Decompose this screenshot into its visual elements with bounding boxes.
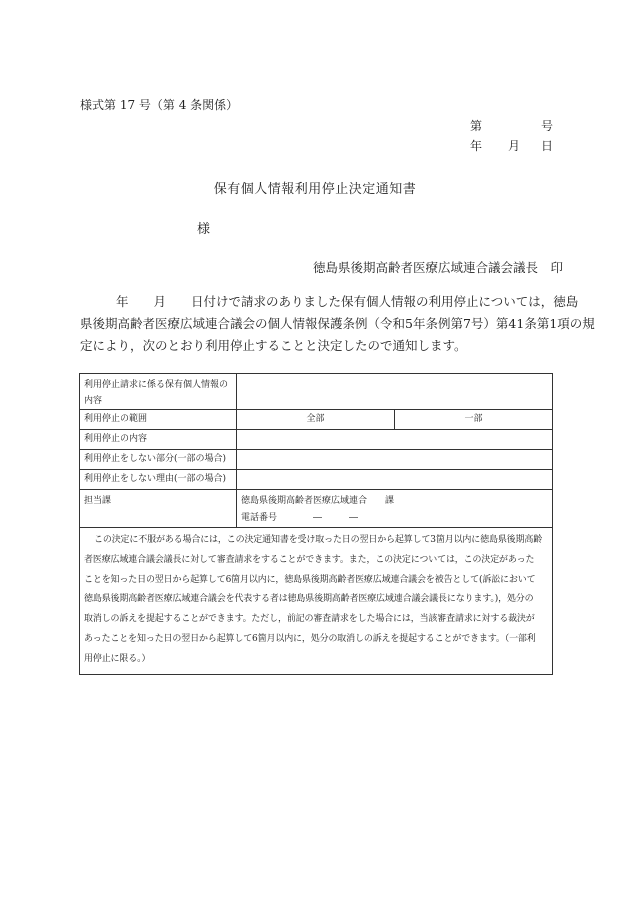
appeal-notice bbox=[80, 528, 553, 675]
doc-number-prefix: 第 bbox=[470, 119, 483, 133]
not-reason-label: 利用停止をしない理由(一部の場合) bbox=[80, 470, 237, 490]
body-line-2: 県後期高齢者医療広域連合議会の個人情報保護条例（令和5年条例第7号）第41条第1項の規 bbox=[80, 316, 595, 331]
scope-label: 利用停止の範囲 bbox=[80, 410, 237, 430]
date-month: 月 bbox=[508, 139, 521, 153]
row-content bbox=[80, 430, 553, 450]
scope-all: 全部 bbox=[237, 410, 395, 430]
not-part-value bbox=[237, 450, 553, 470]
scope-partial: 一部 bbox=[395, 410, 553, 430]
row-request-info bbox=[80, 374, 553, 410]
row-not-part bbox=[80, 450, 553, 470]
request-info-label bbox=[80, 374, 237, 410]
notice-line-6: あったことを知った日の翌日から起算して6箇月以内に，処分の取消しの訴えを提起することができます。（一部利 bbox=[84, 633, 536, 644]
notice-line-2: 者医療広域連合議会議長に対して審査請求をすることができます。また，この決定については，この決定があった bbox=[84, 554, 535, 565]
contact-value bbox=[237, 490, 553, 528]
form-number: 様式第 17 号（第 4 条関係） bbox=[80, 98, 239, 112]
row-not-reason bbox=[80, 470, 553, 490]
notice-line-5: 取消しの訴えを提起することができます。ただし，前記の審査請求をした場合には，当該審査請求に対する裁決が bbox=[84, 614, 535, 625]
notice-line-7: 用停止に限る。） bbox=[84, 653, 151, 664]
notice-line-4: 徳島県後期高齢者医療広域連合議会を代表する者は徳島県後期高齢者医療広域連合議会議長になります。)，処分の bbox=[84, 594, 534, 605]
content-value bbox=[237, 430, 553, 450]
date-day: 日 bbox=[541, 139, 554, 153]
notice-line-3: ことを知った日の翌日から起算して6箇月以内に，徳島県後期高齢者医療広域連合議会を被告として(訴訟において bbox=[84, 574, 536, 585]
request-info-value bbox=[237, 374, 553, 410]
date-year: 年 bbox=[470, 139, 483, 153]
notice-line-1: この決定に不服がある場合には，この決定通知書を受け取った日の翌日から起算して3箇月以内に徳島県後期高齢 bbox=[94, 535, 543, 545]
body-line-1: 年 月 日付けで請求のありました保有個人情報の利用停止については，徳島 bbox=[116, 294, 579, 309]
notice-body bbox=[80, 291, 595, 357]
contact-label: 担当課 bbox=[80, 490, 237, 528]
not-part-label: 利用停止をしない部分(一部の場合) bbox=[80, 450, 237, 470]
content-label: 利用停止の内容 bbox=[80, 430, 237, 450]
doc-number-suffix: 号 bbox=[541, 119, 554, 133]
request-info-label-line1: 利用停止請求に係る保有個人情報の bbox=[84, 380, 229, 390]
body-line-3: 定により，次のとおり利用停止することと決定したので通知します。 bbox=[80, 338, 467, 353]
row-contact bbox=[80, 490, 553, 528]
contact-phone: 電話番号 ― ― bbox=[241, 513, 359, 523]
row-scope bbox=[80, 410, 553, 430]
row-notice bbox=[80, 528, 553, 675]
sender-name: 徳島県後期高齢者医療広域連合議会議長 印 bbox=[313, 260, 564, 275]
document-title: 保有個人情報利用停止決定通知書 bbox=[213, 182, 417, 197]
decision-table bbox=[79, 373, 553, 675]
request-info-label-line2: 内容 bbox=[84, 396, 103, 406]
addressee-suffix: 様 bbox=[197, 222, 211, 237]
contact-dept: 徳島県後期高齢者医療広域連合 課 bbox=[241, 496, 395, 506]
not-reason-value bbox=[237, 470, 553, 490]
